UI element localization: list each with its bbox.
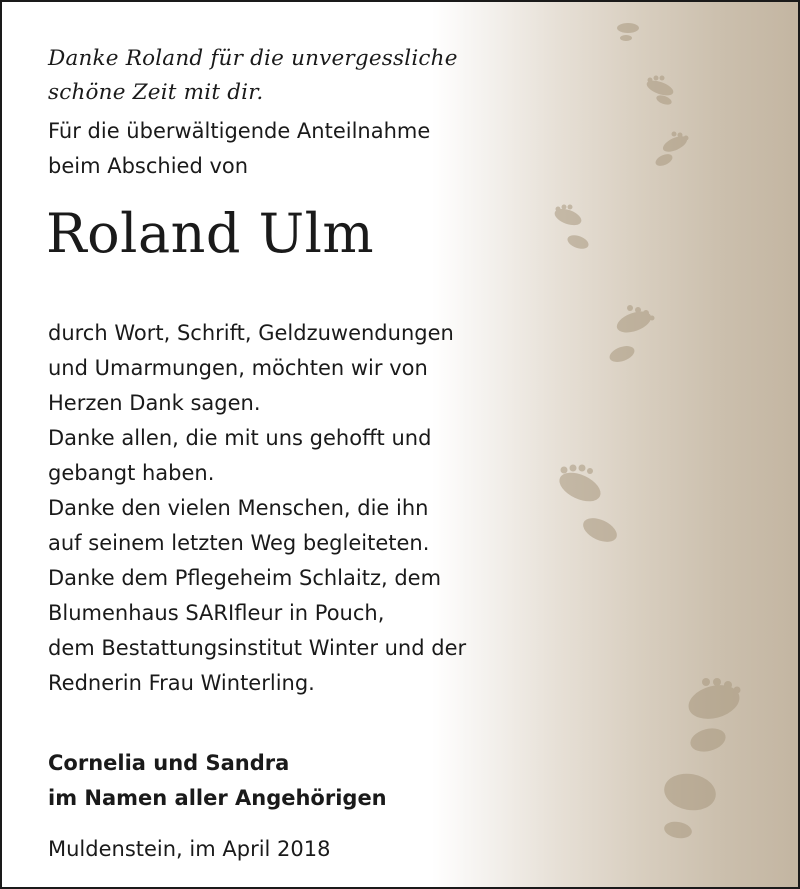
thanks-text <box>48 114 568 184</box>
footprint-8 <box>661 770 718 841</box>
deceased-name: Roland Ulm <box>46 202 375 265</box>
body-line: auf seinem letzten Weg begleiteten. <box>48 531 430 555</box>
body-line: dem Bestattungsinstitut Winter und der <box>48 636 467 660</box>
thanks-line: beim Abschied von <box>48 154 249 178</box>
body-line: Danke dem Pflegeheim Schlaitz, dem <box>48 566 442 590</box>
place-date: Muldenstein, im April 2018 <box>48 837 331 861</box>
body-line: Rednerin Frau Winterling. <box>48 671 315 695</box>
signature-block <box>48 746 568 816</box>
body-line: gebangt haben. <box>48 461 215 485</box>
signature-line: im Namen aller Angehörigen <box>48 786 387 810</box>
footprint-7 <box>685 678 744 755</box>
body-line: Blumenhaus SARIfleur in Pouch, <box>48 601 385 625</box>
body-line: Danke den vielen Menschen, die ihn <box>48 496 429 520</box>
body-line: und Umarmungen, möchten wir von <box>48 356 428 380</box>
footprint-1 <box>617 23 639 41</box>
thanks-line: Für die überwältigende Anteilnahme <box>48 119 431 143</box>
footprint-2 <box>645 76 675 107</box>
notice-text <box>48 42 568 867</box>
intro-text <box>48 42 568 110</box>
intro-line: schöne Zeit mit dir. <box>48 80 264 105</box>
body-text <box>48 316 568 701</box>
footprint-3 <box>654 132 690 169</box>
intro-line: Danke Roland für die unvergessliche <box>48 46 458 71</box>
body-line: Herzen Dank sagen. <box>48 391 261 415</box>
body-line: Danke allen, die mit uns gehofft und <box>48 426 432 450</box>
signature-line: Cornelia und Sandra <box>48 751 290 775</box>
body-line: durch Wort, Schrift, Geldzuwendungen <box>48 321 454 345</box>
footprint-5 <box>607 305 654 365</box>
